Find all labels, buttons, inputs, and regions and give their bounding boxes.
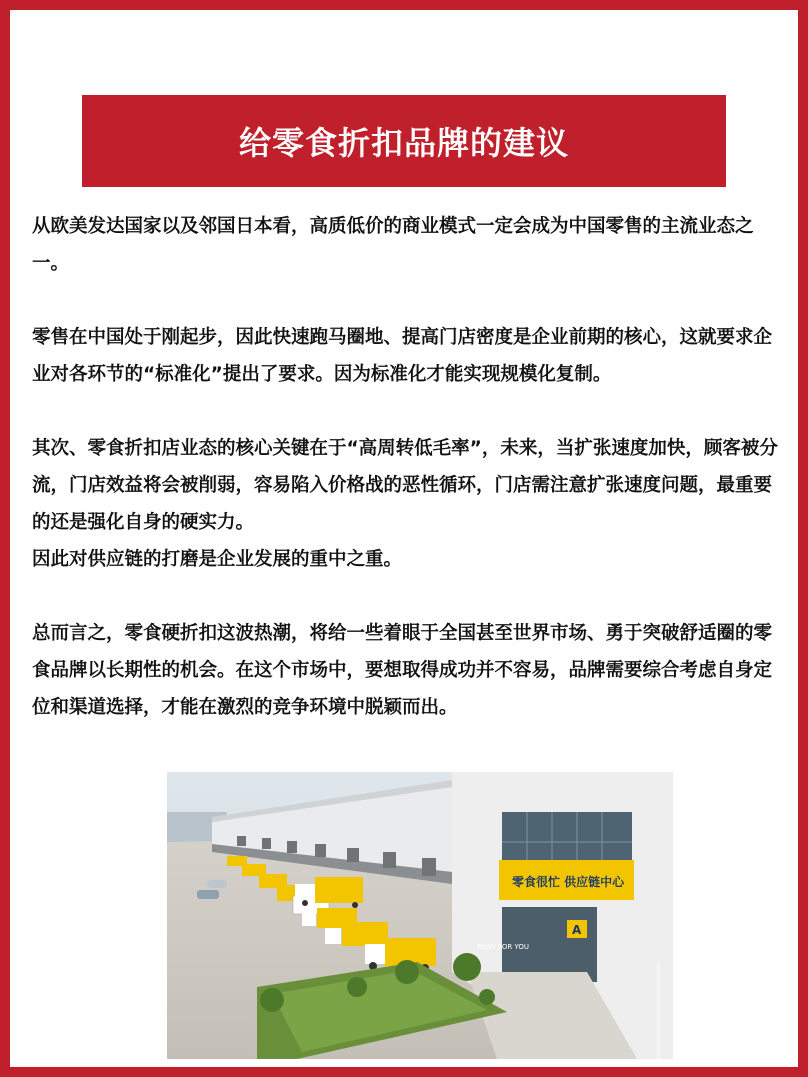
lamp-post bbox=[657, 962, 660, 1059]
paragraph-1: 从欧美发达国家以及邻国日本看，高质低价的商业模式一定会成为中国零售的主流业态之一。 bbox=[32, 216, 754, 274]
glass-text: BUSY FOR YOU bbox=[477, 943, 530, 951]
sign-text: 零食很忙 供应链中心 bbox=[512, 875, 625, 889]
paragraph-3-followup: 因此对供应链的打磨是企业发展的重中之重。 bbox=[32, 549, 403, 570]
warehouse-photo bbox=[167, 772, 673, 1059]
paragraph-3: 其次、零食折扣店业态的核心关键在于“高周转低毛率”，未来，当扩张速度加快，顾客被分流，门店效益将会被削弱，容易陷入价格战的恶性循环，门店需注意扩张速度问题，最重要的还是强化自身的硬实力。 bbox=[32, 438, 778, 533]
paragraph-2: 零售在中国处于刚起步，因此快速跑马圈地、提高门店密度是企业前期的核心，这就要求企业对各环节的“标准化”提出了要求。因为标准化才能实现规模化复制。 bbox=[32, 327, 773, 385]
page-title: 给零食折扣品牌的建议 bbox=[238, 124, 569, 162]
paragraph-4: 总而言之，零食硬折扣这波热潮，将给一些着眼于全国甚至世界市场、勇于突破舒适圈的零食品牌以长期性的机会。在这个市场中，要想取得成功并不容易，品牌需要综合考虑自身定位和渠道选择，才能在激烈的竞争环境中脱颖而出。 bbox=[32, 623, 773, 718]
parked-car bbox=[207, 880, 227, 888]
parked-car bbox=[197, 890, 219, 899]
sign-letter: A bbox=[572, 923, 582, 937]
title-banner bbox=[82, 95, 726, 187]
poster-page bbox=[10, 10, 798, 1067]
article-body bbox=[32, 208, 780, 726]
